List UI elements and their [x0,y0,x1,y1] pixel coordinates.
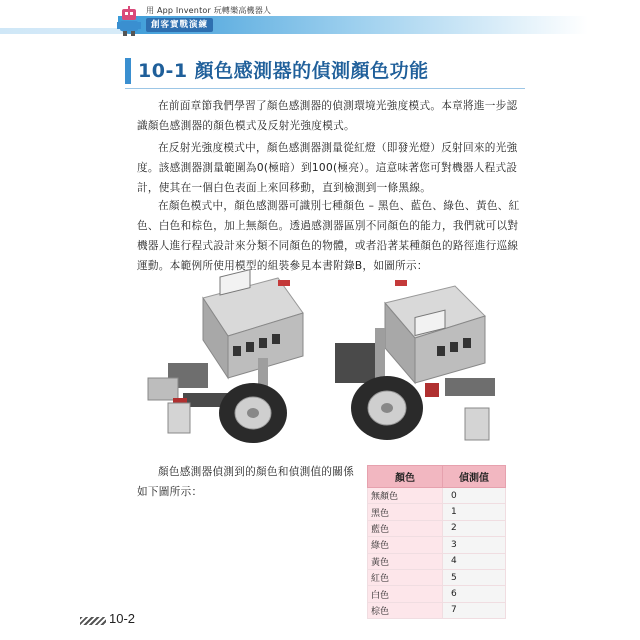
table-cell-value: 4 [443,553,506,569]
title-accent-bar [125,58,131,84]
paragraph-3: 在顏色模式中，顏色感測器可識別七種顏色 – 黑色、藍色、綠色、黃色、紅色、白色和棕色，加上無顏色。透過感測器區別不同顏色的能力，我們就可以對機器人進行程式設計來分類不同顏色的物體，或者沿著某種顏色的路徑進行巡線運動。本範例所使用模型的組裝參見本書附錄B，如圖所示： [137,200,520,272]
table-row [368,553,506,569]
table-cell-color: 黑色 [368,504,443,520]
table-header-value: 偵測值 [443,466,506,488]
page-number: 10-2 [109,611,136,626]
robot-photo-left [128,268,318,448]
table-header-color: 顏色 [368,466,443,488]
footer-stripes [80,617,106,625]
table-header-row [368,466,506,488]
table-row [368,602,506,618]
table-cell-color: 綠色 [368,537,443,553]
table-cell-value: 0 [443,488,506,504]
table-row [368,569,506,585]
header-chapter-label: 創客實戰演練 [146,18,213,32]
robot-photo-right [325,268,515,448]
table-cell-value: 6 [443,586,506,602]
table-cell-color: 黃色 [368,553,443,569]
page-header [0,0,640,46]
table-cell-value: 5 [443,569,506,585]
table-cell-color: 藍色 [368,520,443,536]
table-cell-value: 7 [443,602,506,618]
paragraph-1: 在前面章節我們學習了顏色感測器的偵測環境光強度模式。本章將進一步認識顏色感測器的顏色模式及反射光強度模式。 [137,100,518,132]
table-row [368,520,506,536]
table-cell-color: 無顏色 [368,488,443,504]
title-divider [125,88,525,89]
table-caption: 顏色感測器偵測到的顏色和偵測值的關係如下圖所示： [137,466,355,498]
header-book-title: 用 App Inventor 玩轉樂高機器人 [146,6,272,15]
table-row [368,586,506,602]
paragraph-2: 在反射光強度模式中，顏色感測器測量從紅燈（即發光燈）反射回來的光強度。該感測器測量範圍為0(極暗）到100(極亮）。這意味著您可對機器人程式設計，使其在一個白色表面上來回移動，直到檢測到一條黑線。 [137,142,518,194]
table-row [368,537,506,553]
table-cell-color: 紅色 [368,569,443,585]
table-cell-color: 棕色 [368,602,443,618]
color-value-table [367,465,506,619]
table-cell-value: 1 [443,504,506,520]
table-row [368,488,506,504]
table-cell-value: 3 [443,537,506,553]
table-cell-value: 2 [443,520,506,536]
section-title: 10-1 顏色感測器的偵測顏色功能 [138,60,429,82]
robot-icon [117,6,141,36]
table-row [368,504,506,520]
table-cell-color: 白色 [368,586,443,602]
